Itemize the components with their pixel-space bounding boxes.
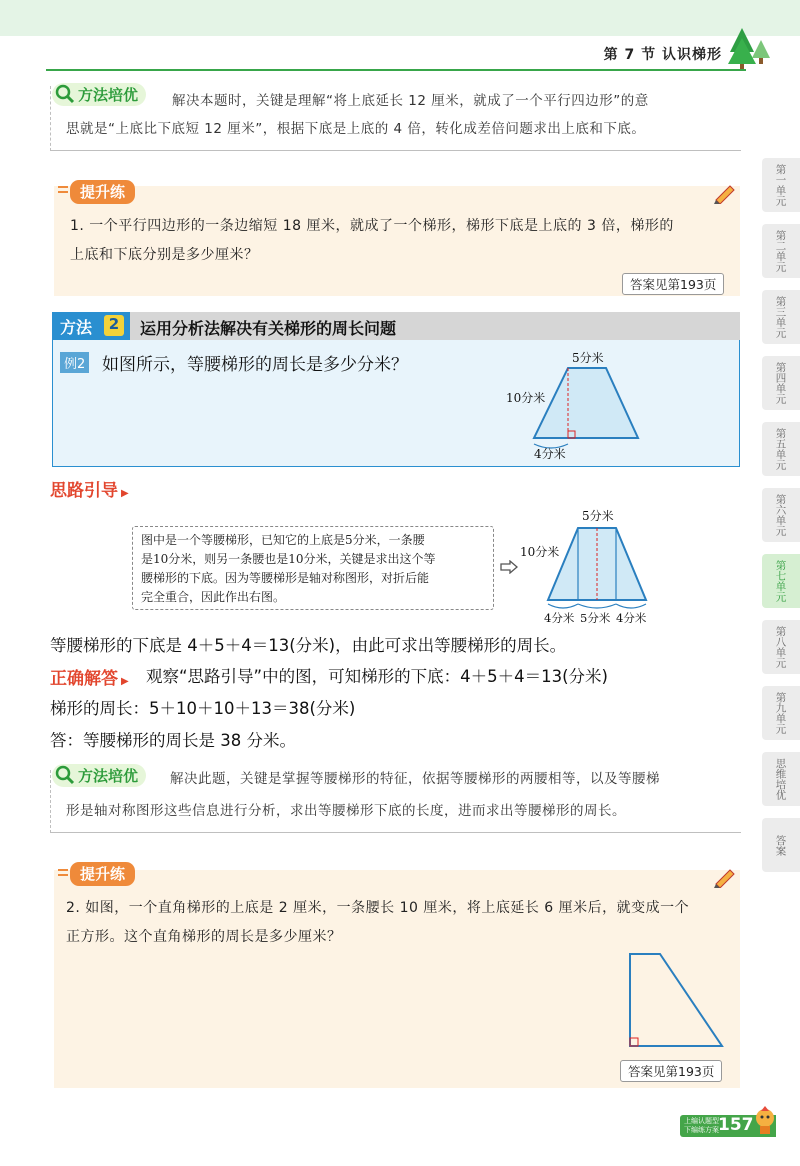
figure-label: 4分米 xyxy=(616,611,647,625)
tip-line: 解决本题时，关键是理解“将上底延长 12 厘米，就成了一个平行四边形”的意 xyxy=(172,93,649,109)
practice-title: 提升练 xyxy=(70,862,135,886)
tip-line: 解决此题，关键是掌握等腰梯形的特征，依据等腰梯形的两腰相等，以及等腰梯 xyxy=(170,771,660,787)
unit-tab[interactable]: 第五单元 xyxy=(762,422,800,476)
page-number: 157 xyxy=(718,1115,754,1135)
footer-tag: 上编认题型 xyxy=(684,1117,719,1125)
hint-line: 是10分米，则另一条腰也是10分米，关键是求出这个等 xyxy=(141,552,436,566)
practice-question: 1. 一个平行四边形的一条边缩短 18 厘米，就成了一个梯形，梯形下底是上底的 3 倍，梯形的 xyxy=(70,218,674,234)
method-title: 运用分析法解决有关梯形的周长问题 xyxy=(140,319,397,338)
pencil-icon xyxy=(712,182,736,204)
tip-line: 形是轴对称图形这些信息进行分析，求出等腰梯形下底的长度，进而求出等腰梯形的周长。 xyxy=(66,803,626,819)
unit-tab[interactable]: 第一单元 xyxy=(762,158,800,212)
unit-tab[interactable]: 第二单元 xyxy=(762,224,800,278)
practice-title: 提升练 xyxy=(70,180,135,204)
header-rule xyxy=(46,69,746,71)
solution-answer: 答：等腰梯形的周长是 38 分米。 xyxy=(50,731,296,750)
figure-label: 5分米 xyxy=(572,351,604,365)
answer-reference: 答案见第193页 xyxy=(620,1060,722,1082)
figure-label: 5分米 xyxy=(580,611,611,625)
magnifier-icon xyxy=(55,765,75,785)
example-question: 如图所示，等腰梯形的周长是多少分米？ xyxy=(102,355,408,375)
practice-question: 上底和下底分别是多少厘米？ xyxy=(70,247,259,263)
practice-question: 2. 如图，一个直角梯形的上底是 2 厘米，一条腰长 10 厘米，将上底延长 6 厘米后，就变成一个 xyxy=(66,900,690,916)
unit-tab[interactable]: 第八单元 xyxy=(762,620,800,674)
badge-label: 方法培优 xyxy=(78,86,139,104)
unit-tab-active[interactable]: 第七单元 xyxy=(762,554,800,608)
hint-line: 图中是一个等腰梯形，已知它的上底是5分米，一条腰 xyxy=(141,533,425,547)
section-title: 第 7 节 认识梯形 xyxy=(603,47,722,63)
answer-reference: 答案见第193页 xyxy=(622,273,724,295)
mascot-icon xyxy=(752,1106,778,1136)
method-number: 2 xyxy=(104,315,124,336)
practice-question: 正方形。这个直角梯形的周长是多少厘米？ xyxy=(66,929,342,945)
unit-tab[interactable]: 第四单元 xyxy=(762,356,800,410)
trapezoid-figure xyxy=(500,346,660,464)
solution-heading-label: 正确解答 xyxy=(50,669,118,689)
example-tag: 例2 xyxy=(60,352,89,373)
tree-icon xyxy=(728,26,772,72)
badge-label: 方法培优 xyxy=(78,767,139,785)
unit-tab[interactable]: 第三单元 xyxy=(762,290,800,344)
figure-label: 10分米 xyxy=(520,545,560,559)
solution-line: 梯形的周长：5＋10＋10＋13＝38(分米) xyxy=(50,699,356,718)
solution-heading: 正确解答 ▶ xyxy=(50,669,129,689)
trapezoid-analysis-figure xyxy=(520,506,660,628)
arrow-icon xyxy=(500,560,518,574)
thinking-heading-label: 思路引导 xyxy=(50,481,118,501)
magnifier-icon xyxy=(55,84,75,104)
thinking-heading: 思路引导 ▶ xyxy=(50,481,129,501)
hint-line: 腰梯形的下底。因为等腰梯形是轴对称图形，对折后能 xyxy=(141,571,430,585)
figure-label: 5分米 xyxy=(582,509,614,523)
right-trapezoid-figure xyxy=(624,948,730,1052)
unit-tab[interactable]: 思维培优 xyxy=(762,752,800,806)
figure-label: 4分米 xyxy=(534,447,566,461)
tip-line: 思就是“上底比下底短 12 厘米”，根据下底是上底的 4 倍，转化成差倍问题求出上底和下底。 xyxy=(66,121,646,137)
unit-tab[interactable]: 第六单元 xyxy=(762,488,800,542)
thinking-conclusion: 等腰梯形的下底是 4＋5＋4＝13(分米)，由此可求出等腰梯形的周长。 xyxy=(50,636,567,655)
hint-box xyxy=(132,526,494,610)
header-band xyxy=(0,0,800,36)
footer-tag: 下编练方案 xyxy=(684,1126,719,1134)
hint-line: 完全重合，因此作出右图。 xyxy=(141,590,286,604)
unit-tab[interactable]: 答案 xyxy=(762,818,800,872)
figure-label: 4分米 xyxy=(544,611,575,625)
pencil-icon xyxy=(712,866,736,888)
unit-tab[interactable]: 第九单元 xyxy=(762,686,800,740)
method-tip-badge xyxy=(52,83,146,106)
solution-line: 观察“思路引导”中的图，可知梯形的下底：4＋5＋4＝13(分米) xyxy=(146,667,608,686)
method-tip-badge xyxy=(52,764,146,787)
figure-label: 10分米 xyxy=(506,391,546,405)
method-tag-label: 方法 xyxy=(60,318,93,337)
